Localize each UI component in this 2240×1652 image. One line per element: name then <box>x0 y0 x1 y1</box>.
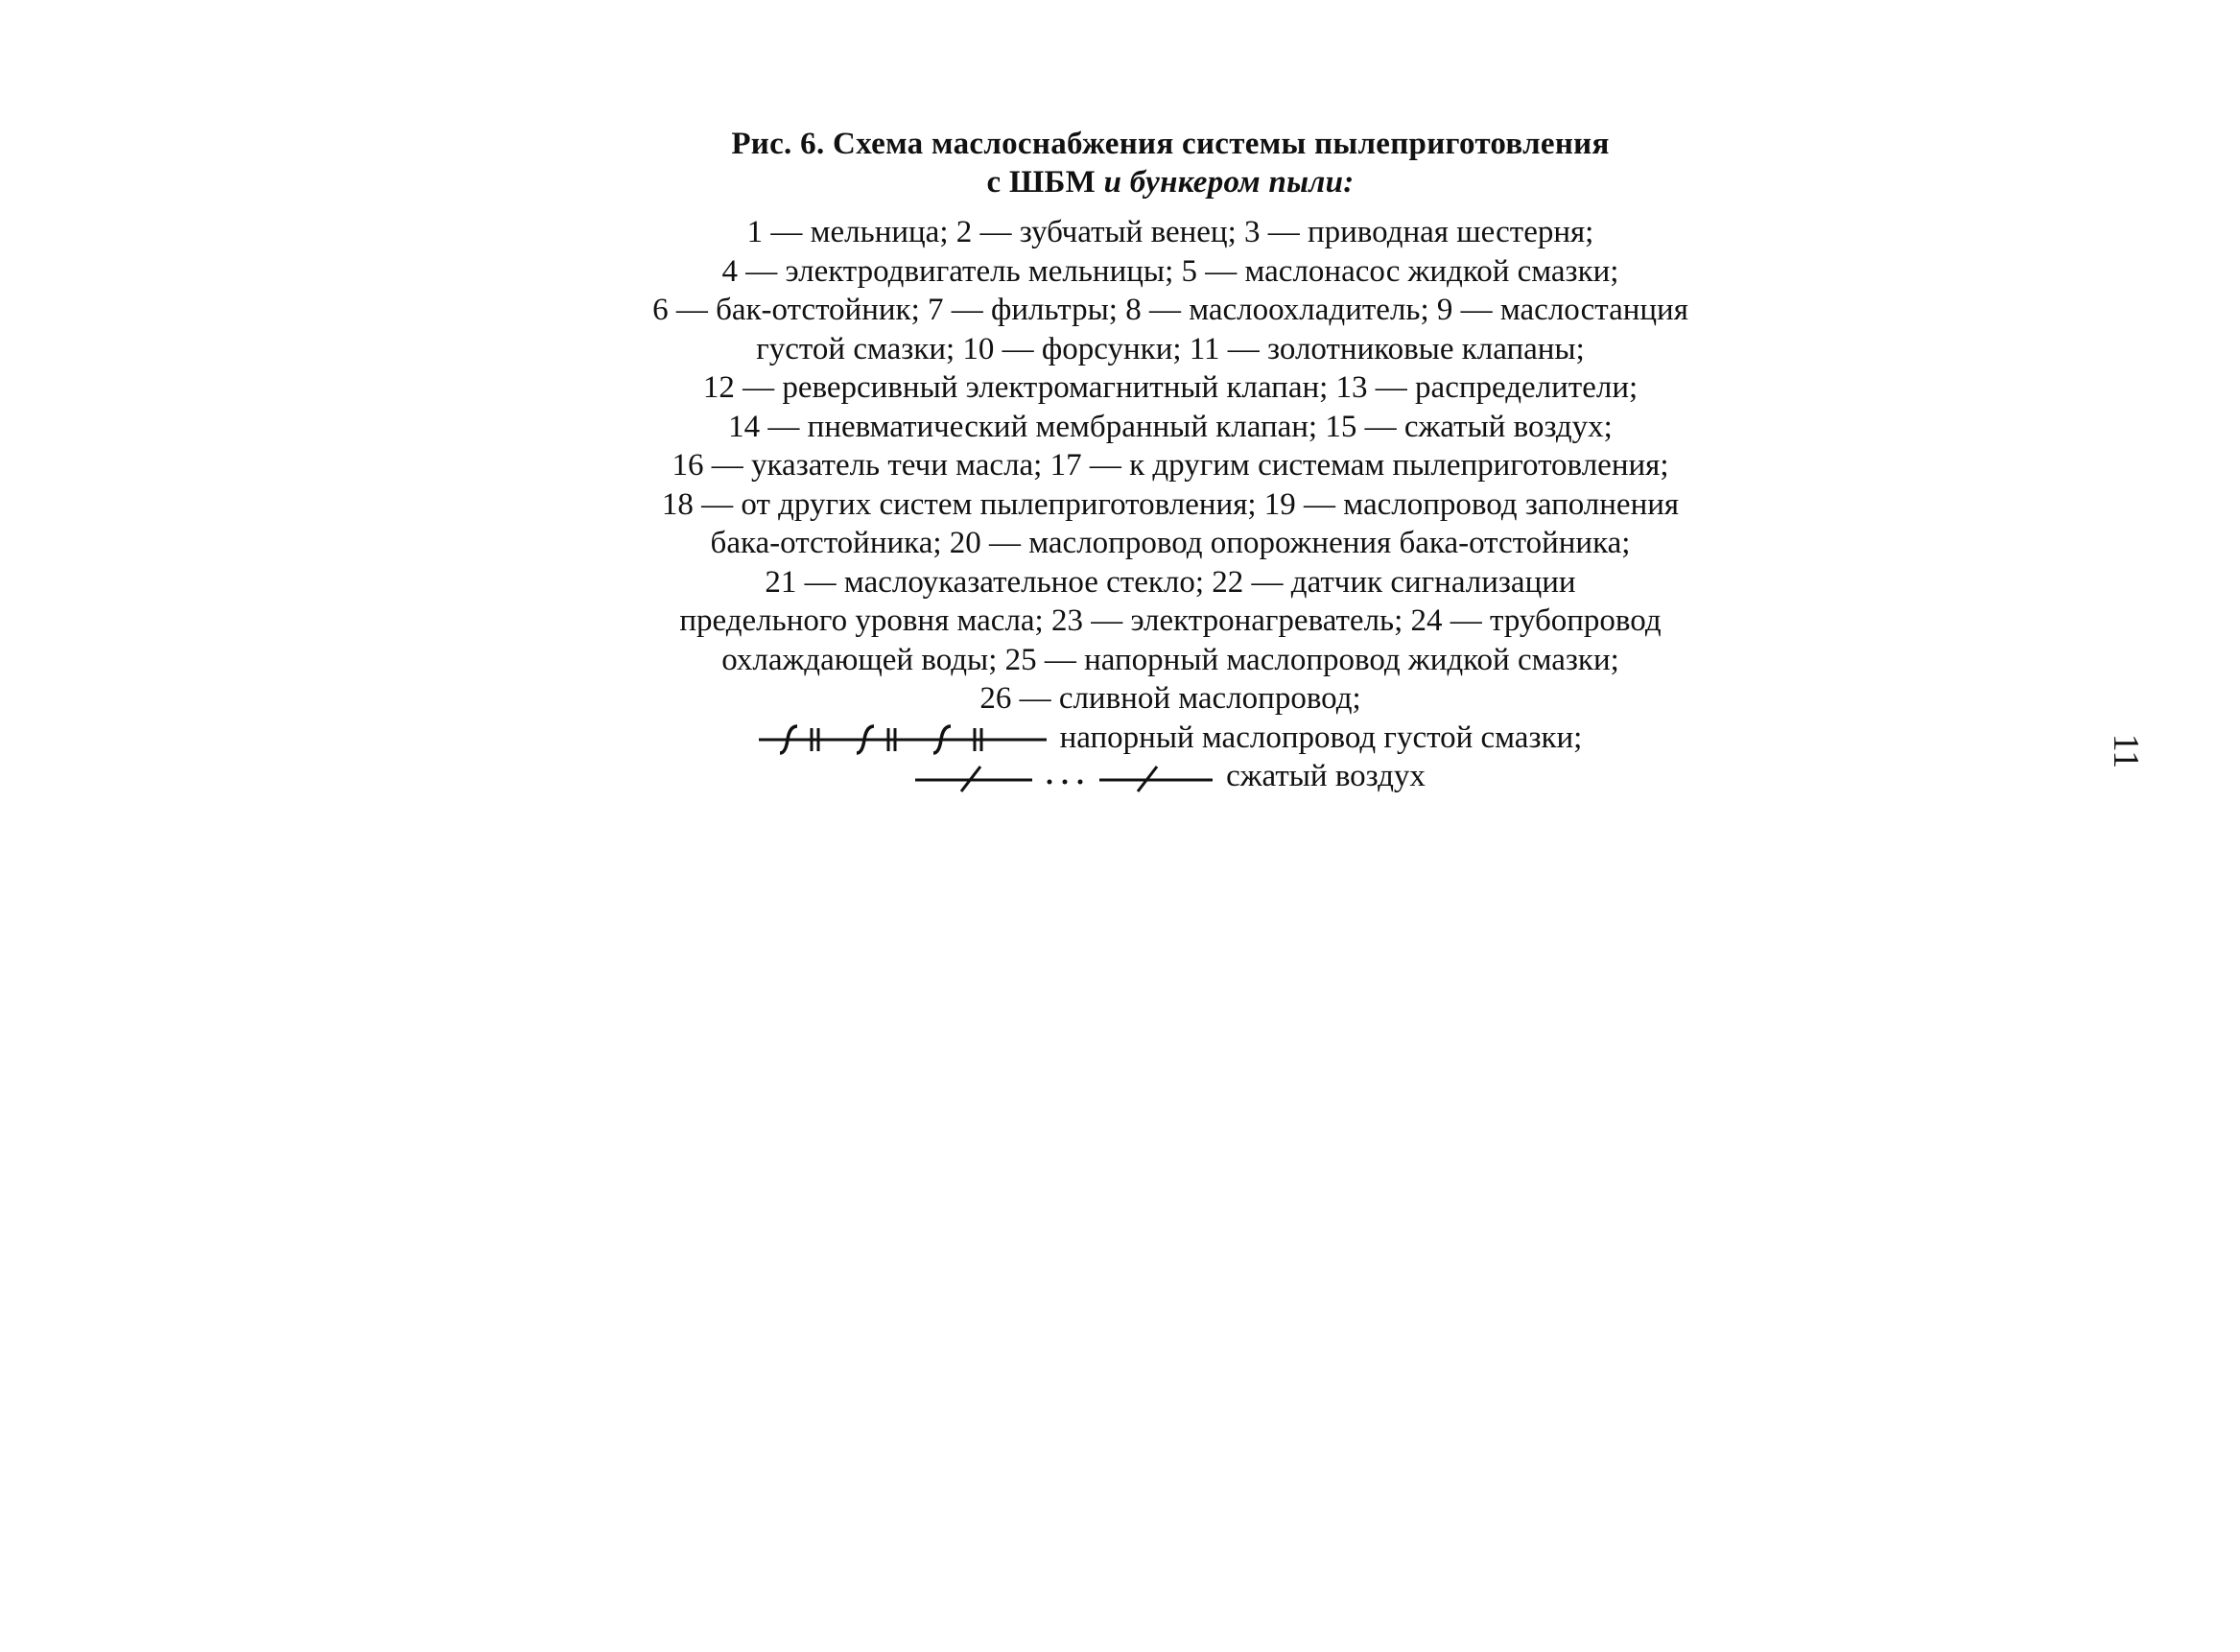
legend-line: предельного уровня масла; 23 — электронагреватель; 24 — трубопровод <box>679 603 1662 638</box>
legend-line: 18 — от других систем пылеприготовления; 19 — маслопровод заполнения <box>661 486 1680 522</box>
legend-line: 14 — пневматический мембранный клапан; 15 — сжатый воздух; <box>728 409 1613 444</box>
legend-line: 12 — реверсивный электромагнитный клапан; 13 — распределители; <box>702 370 1639 405</box>
legend-line: 4 — электродвигатель мельницы; 5 — маслонасос жидкой смазки; <box>721 253 1619 289</box>
legend-line: 21 — маслоуказательное стекло; 22 — датчик сигнализации <box>765 564 1576 600</box>
legend-symbol-row-grease-line <box>0 719 2240 758</box>
legend-line: охлаждающей воды; 25 — напорный маслопровод жидкой смазки; <box>721 642 1619 677</box>
figure-caption <box>0 125 2240 796</box>
figure-title-prefix: с ШБМ <box>986 165 1104 200</box>
figure-legend <box>0 213 2240 796</box>
figure-title-line-1: Рис. 6. Схема маслоснабжения системы пылеприготовления <box>731 127 1610 161</box>
legend-line: 1 — мельница; 2 — зубчатый венец; 3 — приводная шестерня; <box>746 215 1594 249</box>
legend-line: бака-отстойника; 20 — маслопровод опорожнения бака-отстойника; <box>710 526 1631 560</box>
figure-title-line-2 <box>0 163 2240 201</box>
figure-title-italic: и бункером пыли: <box>1103 165 1355 200</box>
legend-line: густой смазки; 10 — форсунки; 11 — золотниковые клапаны; <box>756 331 1585 366</box>
legend-symbol-text: сжатый воздух <box>1226 759 1426 793</box>
legend-line: 26 — сливной маслопровод; <box>979 681 1361 716</box>
compressed-air-line-symbol-icon <box>915 759 1213 793</box>
legend-line: 16 — указатель течи масла; 17 — к другим системам пылеприготовления; <box>672 448 1669 483</box>
legend-symbol-text: напорный маслопровод густой смазки; <box>1059 720 1583 755</box>
legend-symbol-row-air-line <box>0 757 2240 796</box>
grease-pressure-line-symbol-icon <box>759 720 1047 755</box>
legend-line: 6 — бак-отстойник; 7 — фильтры; 8 — маслоохладитель; 9 — маслостанция <box>652 293 1688 327</box>
page-number: 11 <box>2106 733 2146 769</box>
